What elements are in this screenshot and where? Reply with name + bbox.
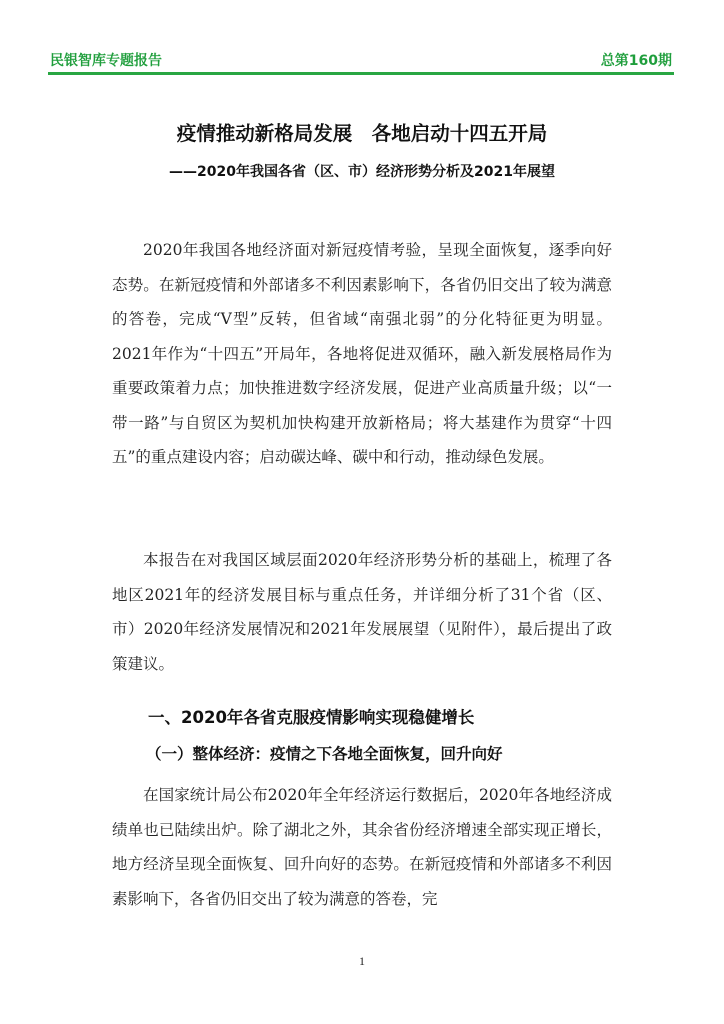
section-heading: 一、2020年各省克服疫情影响实现稳健增长 — [148, 708, 475, 727]
subsection-heading: （一）整体经济：疫情之下各地全面恢复，回升向好 — [146, 744, 503, 763]
issue-number: 总第160期 — [600, 53, 672, 69]
scope-paragraph: 本报告在对我国区域层面2020年经济形势分析的基础上，梳理了各地区2021年的经济发展目标与重点任务，并详细分析了31个省（区、市）2020年经济发展情况和2021年发展展望（见附件），最后提出了政策建议。 — [112, 551, 612, 673]
page-number: 1 — [359, 954, 365, 968]
intro-paragraph: 2020年我国各地经济面对新冠疫情考验，呈现全面恢复，逐季向好态势。在新冠疫情和外部诸多不利因素影响下，各省仍旧交出了较为满意的答卷，完成“V型”反转，但省域“南强北弱”的分化特征更为明显。2021年作为“十四五”开局年，各地将促进双循环，融入新发展格局作为重要政策着力点；加快推进数字经济发展，促进产业高质量升级；以“一带一路”与自贸区为契机加快构建开放新格局；将大基建作为贯穿“十四五”的重点建设内容；启动碳达峰、碳中和行动，推动绿色发展。 — [112, 241, 612, 466]
body-paragraph: 在国家统计局公布2020年全年经济运行数据后，2020年各地经济成绩单也已陆续出炉。除了湖北之外，其余省份经济增速全部实现正增长，地方经济呈现全面恢复、回升向好的态势。在新冠疫情和外部诸多不利因素影响下，各省仍旧交出了较为满意的答卷，完 — [112, 786, 612, 908]
document-subtitle: ——2020年我国各省（区、市）经济形势分析及2021年展望 — [169, 164, 555, 180]
document-title: 疫情推动新格局发展 各地启动十四五开局 — [176, 122, 548, 145]
report-series-label: 民银智库专题报告 — [50, 53, 162, 69]
header-rule — [48, 72, 674, 75]
